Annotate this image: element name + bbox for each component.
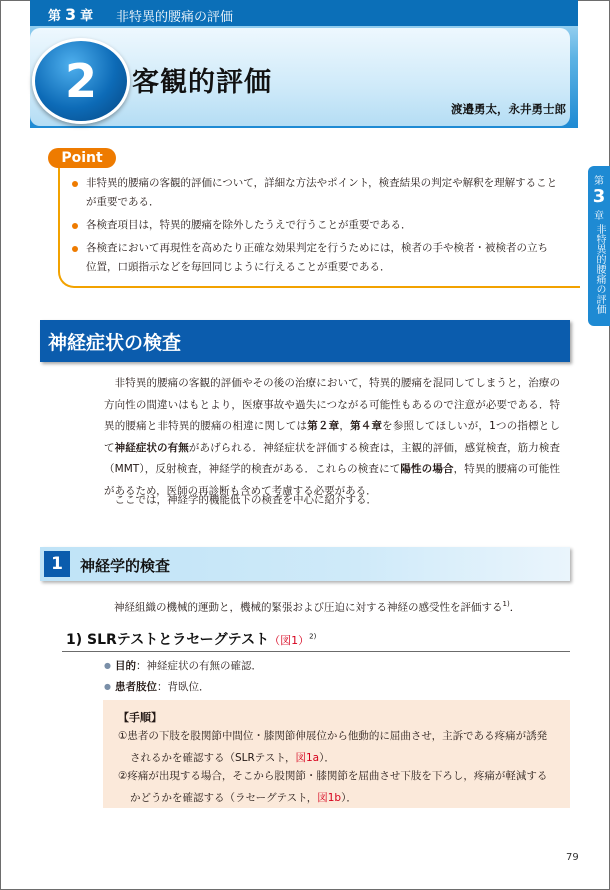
side-tab-suffix: 章 bbox=[594, 211, 604, 222]
section-number-badge: 2 bbox=[32, 38, 130, 124]
step-text: ②疼痛が出現する場合，そこから股関節・膝関節を屈曲させ下肢を下ろし，疼痛が軽減する bbox=[118, 770, 548, 782]
step-text: ）． bbox=[341, 792, 357, 804]
chapter-title: 非特異的腰痛の評価 bbox=[116, 10, 234, 25]
chapter-side-tab bbox=[588, 166, 610, 326]
chapter-suffix: 章 bbox=[80, 8, 94, 24]
para-text: ， bbox=[339, 420, 351, 432]
purpose-text: ：神経症状の有無の確認． bbox=[135, 660, 262, 672]
section-title: 客観的評価 bbox=[132, 67, 272, 98]
purpose-item bbox=[104, 658, 262, 673]
side-tab-title: 非特異的腰痛の評価 bbox=[594, 224, 605, 314]
figure-ref-open: （ bbox=[269, 634, 281, 647]
test-title: 1) SLRテストとラセーグテスト bbox=[66, 632, 270, 648]
authors: 渡邉勇太，永井勇士郎 bbox=[451, 102, 566, 116]
section-paragraph bbox=[104, 373, 560, 502]
figure-ref[interactable]: 図1a bbox=[295, 752, 320, 764]
para-text: 非特異的腰痛の客観的評価やその後の治療において，特異的腰痛を混同してしまうと，治療の方向性の間違いはもとより，医療事故や過失につながる可能性もあるので注意が必要である．特異的腰痛と非特異的腰痛の相違に関しては bbox=[104, 377, 560, 432]
position-item bbox=[104, 679, 209, 694]
figure-ref[interactable]: 図1 bbox=[280, 634, 299, 647]
chapter-strip bbox=[30, 0, 578, 26]
para-bold: 陽性の場合 bbox=[400, 463, 454, 475]
subsection-paragraph bbox=[114, 594, 554, 619]
purpose-label: 目的 bbox=[114, 660, 136, 672]
para-text: ． bbox=[509, 601, 521, 614]
side-tab-prefix: 第 bbox=[594, 176, 604, 187]
side-tab-number: 3 bbox=[592, 186, 606, 207]
section-paragraph-2: ここでは，神経学的機能低下の検査を中心に紹介する． bbox=[104, 494, 377, 506]
procedure-title: 【手順】 bbox=[118, 711, 162, 724]
para-text: があげられる．神経症状を評価する検査は，主観的評価，感覚検査，筋力検査（MMT），反射検査，神経学的検査がある．これらの検査にて bbox=[104, 441, 561, 475]
step-text: ①患者の下肢を股関節中間位・膝関節伸展位から他動的に屈曲させ，主訴である疼痛が誘発 bbox=[118, 730, 548, 742]
point-label: Point bbox=[48, 148, 116, 168]
para-text: ，特異的腰痛の可能性があるため，医師の再診断も含めて考慮する必要がある． bbox=[104, 463, 561, 497]
para-text: 神経組織の機械的運動と，機械的緊張および圧迫に対する神経の感受性を評価する bbox=[114, 601, 503, 614]
subsection-number: 1 bbox=[44, 551, 70, 577]
para-bold: 神経症状の有無 bbox=[114, 441, 189, 454]
point-list bbox=[72, 174, 558, 281]
test-heading bbox=[66, 629, 316, 649]
section-heading: 神経症状の検査 bbox=[48, 332, 182, 354]
citation: 2) bbox=[309, 632, 317, 641]
chapter-number: 3 bbox=[65, 4, 77, 24]
figure-ref[interactable]: 図1b bbox=[317, 792, 342, 804]
page-number: 79 bbox=[566, 852, 579, 863]
position-label: 患者肢位 bbox=[114, 681, 157, 693]
para-text: を参照してほしいが，1つの指標として bbox=[104, 420, 561, 454]
citation: 1) bbox=[502, 600, 510, 608]
step-text: されるかを確認する（SLRテスト， bbox=[130, 752, 296, 764]
subsection-title: 神経学的検査 bbox=[80, 557, 171, 575]
procedure-step-1 bbox=[118, 725, 558, 769]
position-text: ：背臥位． bbox=[156, 681, 210, 693]
procedure-step-2 bbox=[118, 765, 558, 809]
chapter-tag bbox=[48, 4, 93, 24]
heading-rule bbox=[62, 651, 570, 652]
chapter-prefix: 第 bbox=[48, 8, 62, 24]
step-text: かどうかを確認する（ラセーグテスト， bbox=[130, 792, 318, 804]
figure-ref-close: ） bbox=[298, 634, 310, 647]
para-bold: 第４章 bbox=[350, 420, 383, 432]
point-item: 各検査において再現性を高めたり正確な効果判定を行うためには，検者の手や検者・被検者の立ち位置，口頭指示などを毎回同じように行えることが重要である． bbox=[72, 239, 558, 277]
point-item: 各検査項目は，特異的腰痛を除外したうえで行うことが重要である． bbox=[72, 216, 558, 235]
step-text: ）． bbox=[319, 752, 335, 764]
para-bold: 第２章 bbox=[307, 420, 340, 432]
point-item: 非特異的腰痛の客観的評価について，詳細な方法やポイント，検査結果の判定や解釈を理解することが重要である． bbox=[72, 174, 558, 212]
